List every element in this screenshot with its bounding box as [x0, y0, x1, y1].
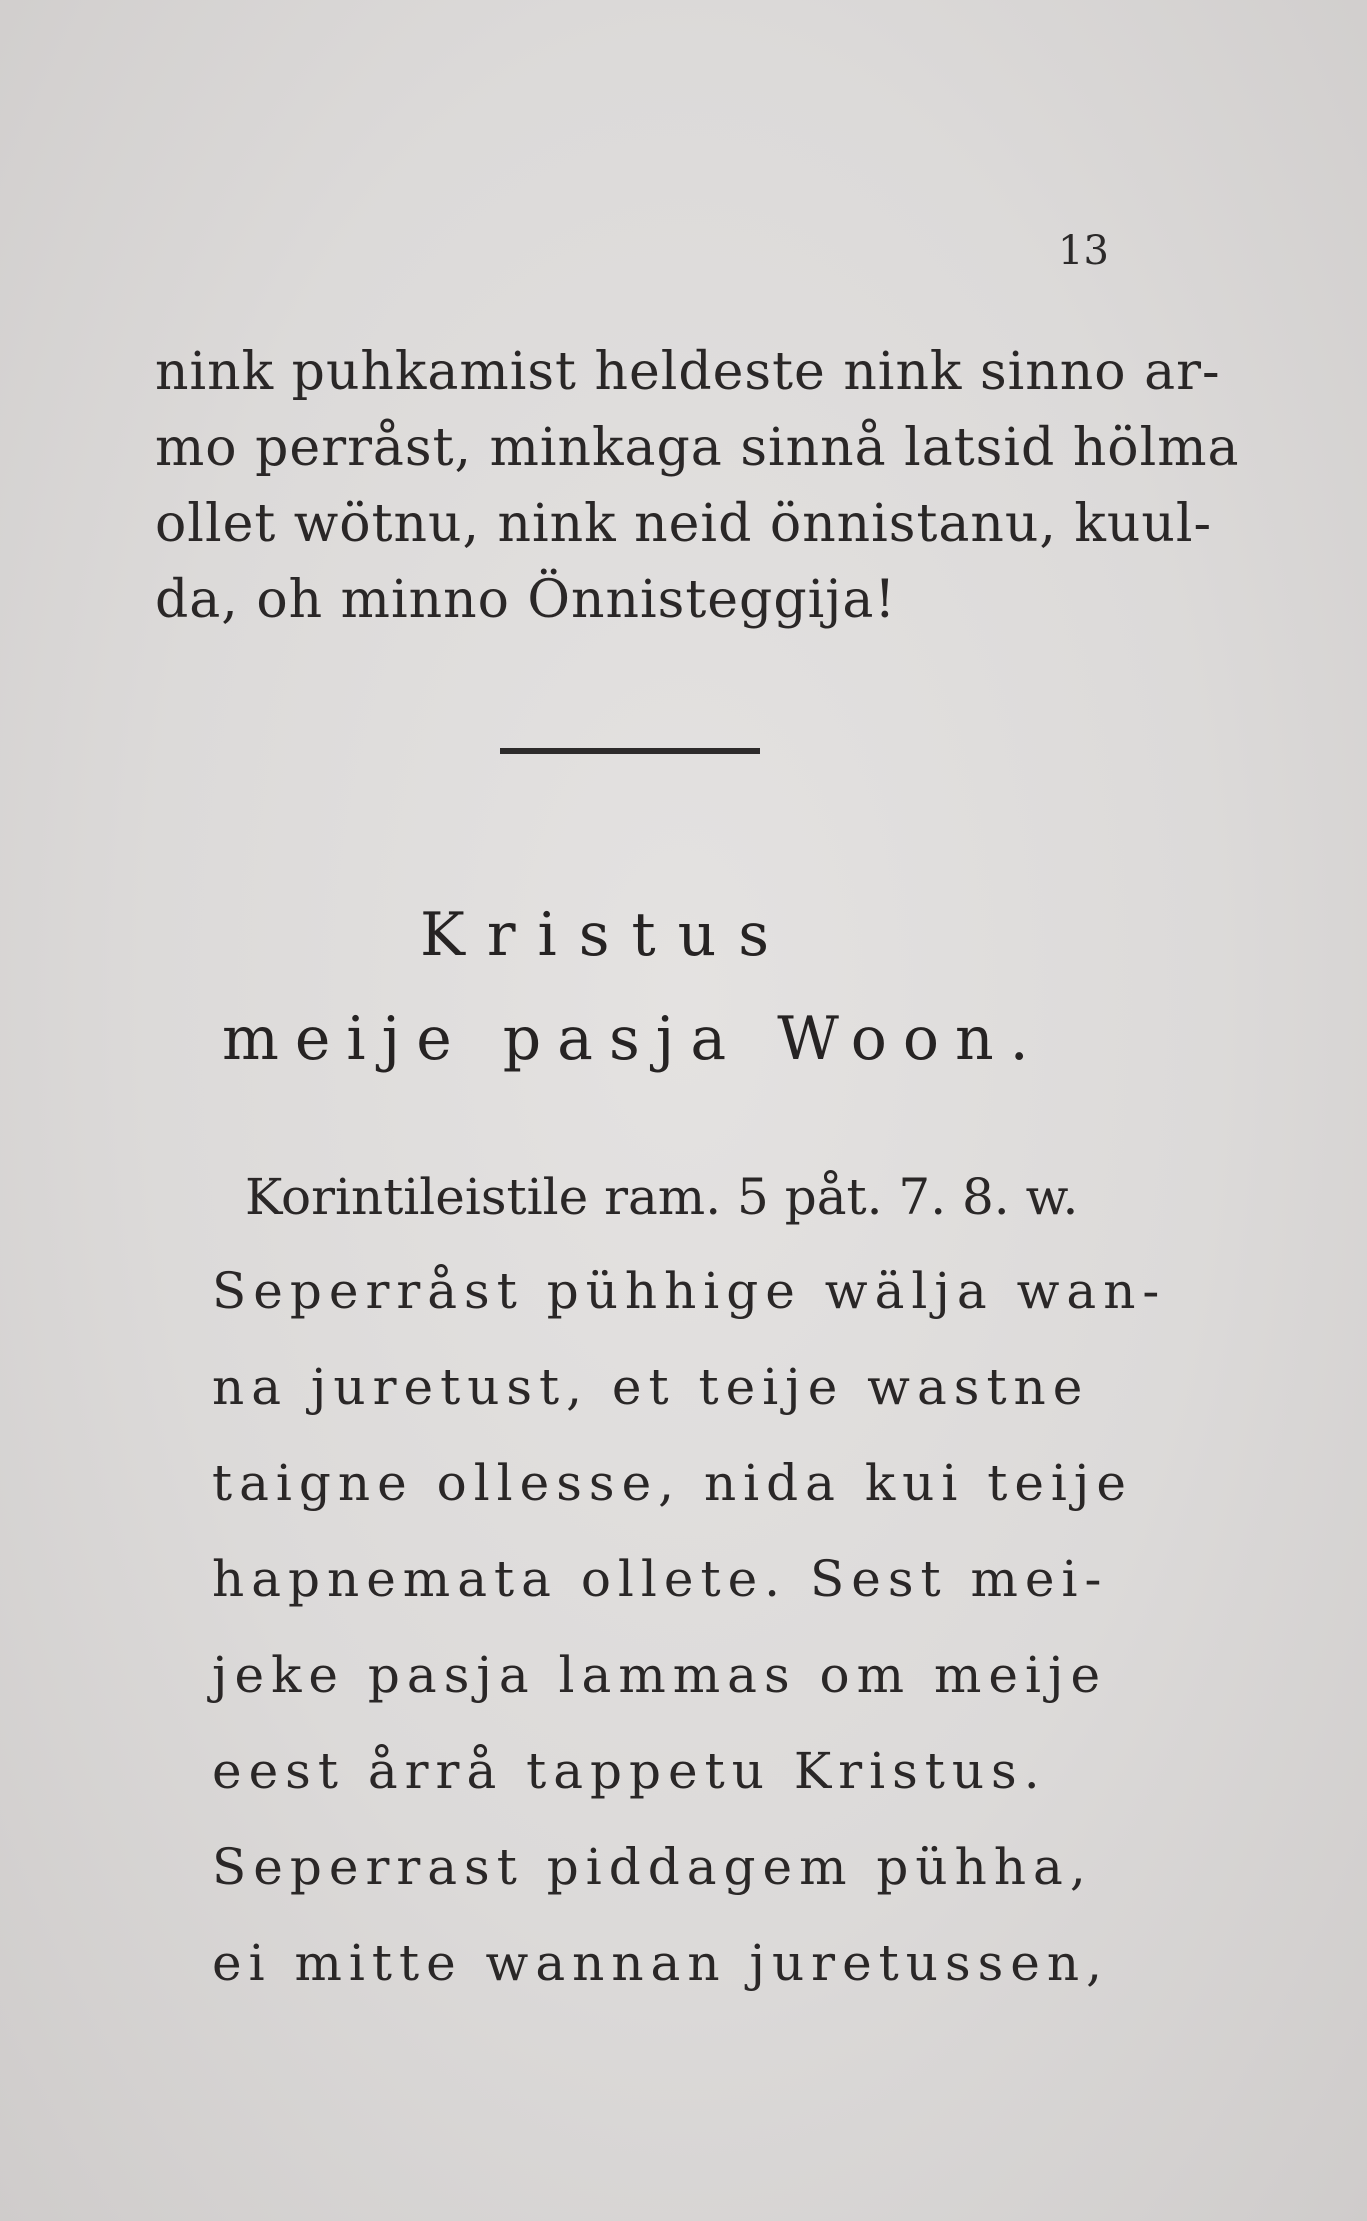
text-line: mo perråst, minkaga sinnå latsid hölma: [155, 418, 1240, 478]
text-line: da, oh minno Önnisteggija!: [155, 570, 897, 630]
text-line: ei mitte wannan juretussen,: [212, 1934, 1109, 1992]
scripture-reference: Korintileistile ram. 5 påt. 7. 8. w.: [245, 1168, 1079, 1226]
text-line: jeke pasja lammas om meije: [212, 1646, 1108, 1704]
text-line: eest årrå tappetu Kristus.: [212, 1742, 1047, 1800]
section-title: Kristus: [420, 900, 792, 970]
text-line: taigne ollesse, nida kui teije: [212, 1454, 1134, 1512]
section-divider: [500, 748, 760, 754]
text-line: Seperrast piddagem pühha,: [212, 1838, 1093, 1896]
text-line: nink puhkamist heldeste nink sinno ar-: [155, 342, 1221, 402]
text-line: Seperråst pühhige wälja wan-: [212, 1262, 1167, 1320]
text-line: na juretust, et teije wastne: [212, 1358, 1090, 1416]
text-line: ollet wötnu, nink neid önnistanu, kuul-: [155, 494, 1213, 554]
section-subtitle: meije pasja Woon.: [222, 1004, 1045, 1074]
text-line: hapnemata ollete. Sest mei-: [212, 1550, 1109, 1608]
page-number: 13: [1058, 228, 1109, 274]
